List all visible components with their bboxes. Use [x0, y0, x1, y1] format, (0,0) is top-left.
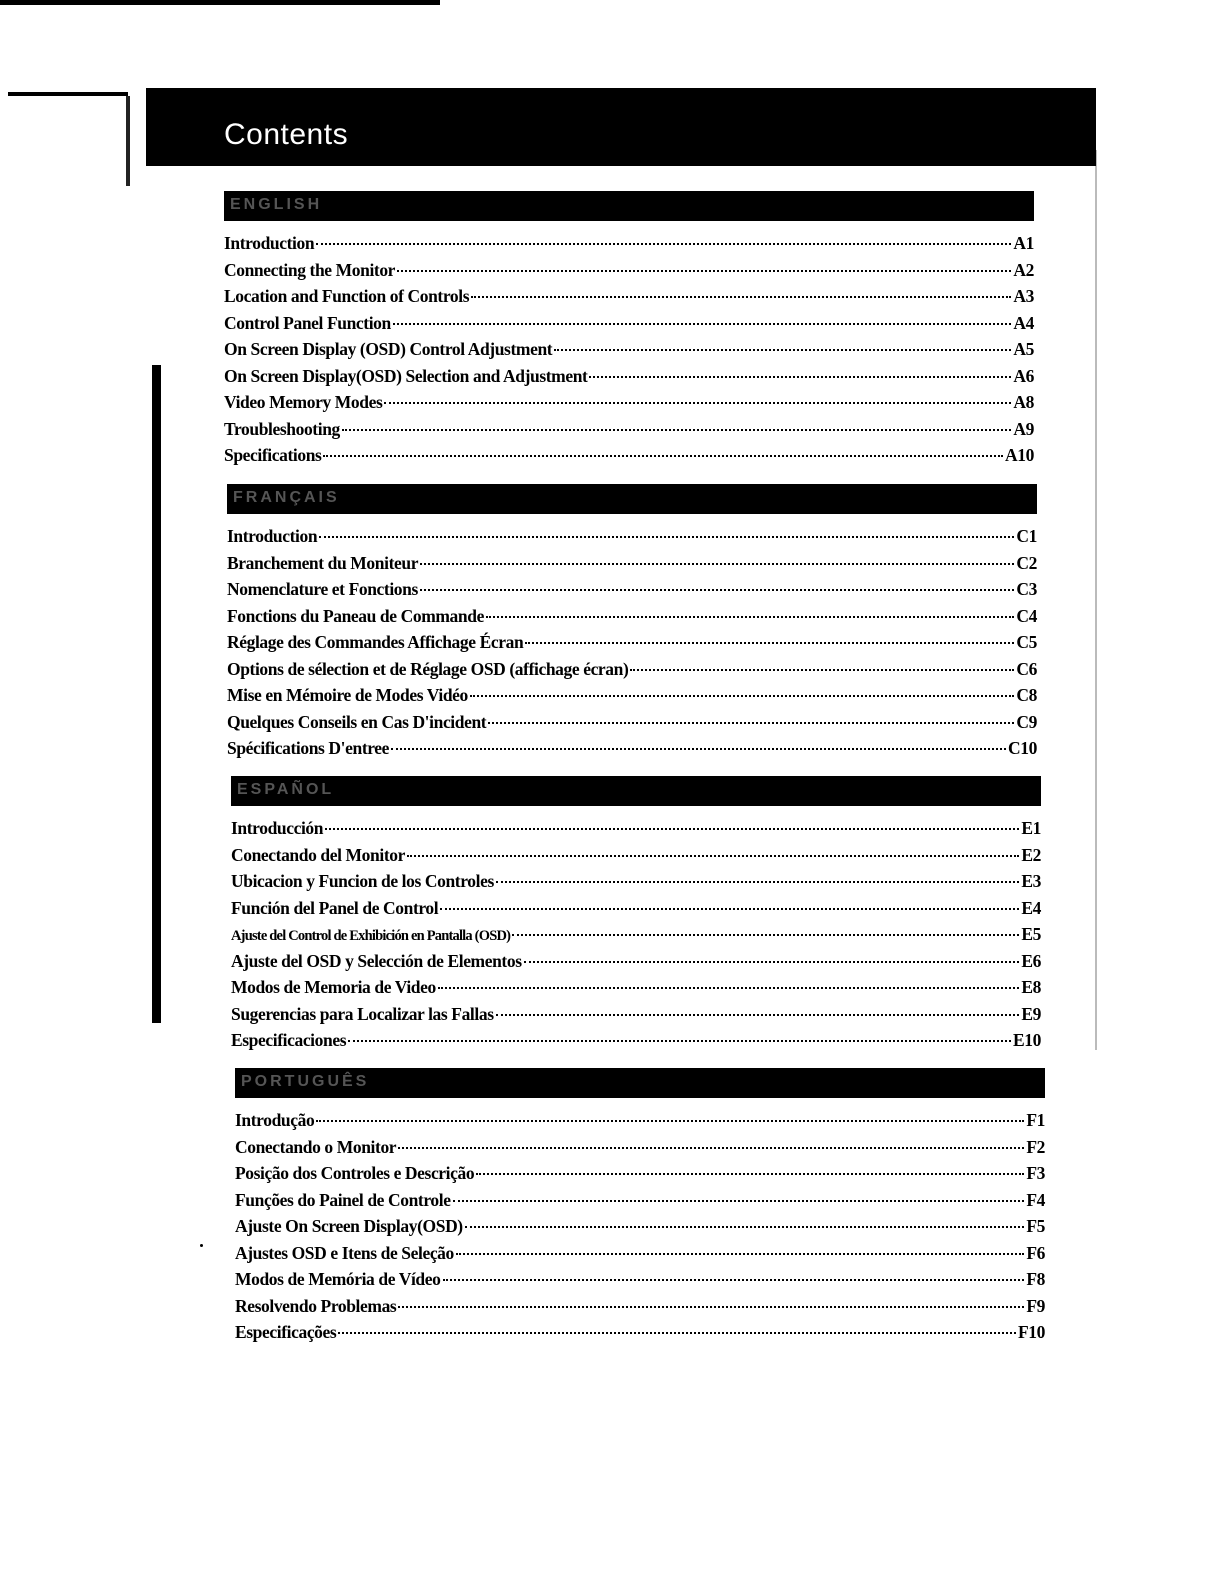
dot-leader: [443, 1279, 1025, 1281]
toc-entry-label: Branchement du Moniteur: [227, 552, 419, 573]
dot-leader: [589, 376, 1011, 378]
toc-entry-page: F4: [1026, 1189, 1045, 1210]
page-title: Contents: [224, 118, 349, 151]
dot-leader: [319, 536, 1014, 538]
binding-rule: [8, 92, 128, 96]
toc-entry: [224, 339, 1034, 366]
toc-entry-label: Fonctions du Paneau de Commande: [227, 605, 484, 626]
toc-entry-label: Especificaciones: [231, 1030, 347, 1050]
toc-entry: [224, 286, 1034, 313]
dot-leader: [496, 881, 1020, 883]
toc-entry-page: E6: [1021, 950, 1041, 971]
toc-entry-page: F2: [1026, 1136, 1045, 1157]
toc-entry-label: Función del Panel de Control: [231, 897, 439, 918]
section-english: [224, 191, 1034, 472]
toc-entry-label: Introduction: [227, 526, 318, 546]
toc-entry-page: C2: [1016, 552, 1037, 573]
toc-entry-label: Options de sélection et de Réglage OSD (affichage écran): [227, 658, 629, 679]
section-heading-bar: [224, 191, 1034, 221]
toc-entry: [235, 1110, 1045, 1137]
toc-entry-page: C8: [1016, 685, 1037, 705]
toc-entry: [231, 1004, 1041, 1031]
toc-entry: [227, 606, 1037, 633]
toc-entry: [227, 685, 1037, 712]
toc-entry: [227, 553, 1037, 580]
dot-leader: [391, 748, 1006, 750]
toc-entry: [227, 579, 1037, 606]
toc-entry-label: Especificações: [235, 1322, 337, 1342]
dot-leader: [470, 695, 1015, 697]
toc-entry: [235, 1190, 1045, 1217]
toc-entry-page: F6: [1026, 1242, 1045, 1263]
toc-entry-label: Resolvendo Problemas: [235, 1295, 397, 1316]
toc-entry-page: C4: [1016, 605, 1037, 626]
section-heading: ESPAÑOL: [237, 781, 335, 798]
section-francais: [227, 484, 1037, 765]
toc-entry-page: C3: [1016, 579, 1037, 599]
dot-leader: [420, 589, 1015, 591]
dot-leader: [316, 1120, 1024, 1122]
toc-entry-page: E1: [1021, 818, 1041, 838]
toc-entry-page: C9: [1016, 711, 1037, 732]
toc-entry: [231, 898, 1041, 925]
toc-entry-page: E10: [1013, 1030, 1041, 1050]
toc-entry: [224, 233, 1034, 260]
toc-entry-page: E2: [1021, 844, 1041, 865]
toc-entry-page: F3: [1026, 1163, 1045, 1183]
toc-entry-page: A3: [1013, 286, 1034, 306]
toc-entry: [231, 871, 1041, 898]
toc-entry-page: E9: [1021, 1003, 1041, 1024]
toc-entry: [224, 260, 1034, 287]
toc-entry-label: Nomenclature et Fonctions: [227, 579, 418, 599]
toc-entry-label: Introduction: [224, 233, 315, 253]
dot-leader: [496, 1014, 1020, 1016]
dot-leader: [384, 402, 1011, 404]
toc-entry-label: On Screen Display(OSD) Selection and Adjustment: [224, 365, 588, 386]
toc-entry-label: Modos de Memória de Vídeo: [235, 1269, 441, 1289]
toc-entry-label: Ubicacion y Funcion de los Controles: [231, 871, 494, 891]
toc-entry-label: Conectando o Monitor: [235, 1136, 397, 1157]
toc-entry: [224, 313, 1034, 340]
toc-entry-page: F1: [1026, 1110, 1045, 1130]
toc-entry: [227, 738, 1037, 765]
toc-entry-label: Location and Function of Controls: [224, 286, 470, 306]
toc-entry-label: Connecting the Monitor: [224, 259, 396, 280]
dot-leader: [456, 1253, 1024, 1255]
toc-entry-label: Sugerencias para Localizar las Fallas: [231, 1003, 494, 1024]
section-heading-bar: [231, 776, 1041, 806]
section-heading: FRANÇAIS: [233, 489, 340, 506]
toc-entry-label: Ajuste del Control de Exhibición en Pantalla (OSD): [231, 928, 511, 944]
toc-list: [224, 233, 1034, 472]
toc-entry-label: Réglage des Commandes Affichage Écran: [227, 632, 524, 652]
dot-leader: [453, 1200, 1025, 1202]
page-right-edge: [1095, 150, 1097, 1050]
binding-tick: [126, 96, 130, 186]
toc-entry-page: C5: [1016, 632, 1037, 652]
section-portugues: [235, 1068, 1045, 1349]
toc-entry-page: A10: [1005, 445, 1034, 465]
toc-entry-label: Specifications: [224, 445, 322, 465]
toc-entry-page: E5: [1021, 924, 1041, 944]
toc-entry-page: C6: [1016, 658, 1037, 679]
toc-entry: [224, 366, 1034, 393]
toc-entry: [235, 1137, 1045, 1164]
toc-entry-label: Video Memory Modes: [224, 392, 383, 412]
scan-edge-top: [0, 0, 440, 5]
dot-leader: [554, 349, 1011, 351]
section-heading: ENGLISH: [230, 196, 323, 213]
toc-entry-page: A1: [1013, 233, 1034, 253]
dot-leader: [438, 987, 1020, 989]
toc-entry-page: F9: [1026, 1295, 1045, 1316]
toc-list: [227, 526, 1037, 765]
toc-entry: [235, 1163, 1045, 1190]
toc-entry-page: F5: [1026, 1216, 1045, 1236]
toc-entry-page: F10: [1018, 1322, 1045, 1342]
toc-entry-label: Quelques Conseils en Cas D'incident: [227, 711, 487, 732]
toc-entry-page: E8: [1021, 977, 1041, 997]
dot-leader: [486, 616, 1014, 618]
dot-leader: [325, 828, 1019, 830]
toc-entry-label: Ajustes OSD e Itens de Seleção: [235, 1242, 454, 1263]
toc-entry: [235, 1216, 1045, 1243]
toc-entry: [227, 712, 1037, 739]
dot-leader: [398, 1147, 1024, 1149]
toc-entry-label: Funções do Painel de Controle: [235, 1189, 451, 1210]
toc-entry-page: A5: [1013, 339, 1034, 359]
scan-speck: [200, 1244, 203, 1247]
toc-entry-label: Control Panel Function: [224, 312, 391, 333]
toc-entry-label: On Screen Display (OSD) Control Adjustment: [224, 339, 553, 359]
dot-leader: [471, 296, 1011, 298]
toc-entry-label: Spécifications D'entree: [227, 738, 390, 758]
dot-leader: [398, 1306, 1024, 1308]
dot-leader: [338, 1332, 1016, 1334]
toc-entry: [235, 1296, 1045, 1323]
toc-entry-label: Ajuste del OSD y Selección de Elementos: [231, 950, 522, 971]
dot-leader: [316, 243, 1011, 245]
toc-entry: [227, 632, 1037, 659]
toc-entry-label: Modos de Memoria de Video: [231, 977, 436, 997]
dot-leader: [465, 1226, 1025, 1228]
dot-leader: [524, 961, 1020, 963]
toc-entry: [231, 977, 1041, 1004]
toc-entry: [235, 1322, 1045, 1349]
toc-entry-page: A6: [1013, 365, 1034, 386]
toc-list: [231, 818, 1041, 1057]
dot-leader: [397, 270, 1011, 272]
toc-entry: [231, 845, 1041, 872]
toc-entry: [231, 924, 1041, 951]
dot-leader: [630, 669, 1014, 671]
dot-leader: [342, 429, 1012, 431]
dot-leader: [407, 855, 1019, 857]
toc-entry: [231, 818, 1041, 845]
dot-leader: [420, 563, 1014, 565]
toc-entry-page: A4: [1013, 312, 1034, 333]
dot-leader: [393, 323, 1012, 325]
toc-entry-label: Conectando del Monitor: [231, 844, 405, 865]
toc-entry-page: A8: [1013, 392, 1034, 412]
toc-entry-page: C10: [1008, 738, 1037, 758]
toc-entry-page: F8: [1026, 1269, 1045, 1289]
toc-entry-label: Mise en Mémoire de Modes Vidéo: [227, 685, 468, 705]
toc-entry: [231, 951, 1041, 978]
toc-entry: [231, 1030, 1041, 1057]
toc-entry: [227, 659, 1037, 686]
section-heading-bar: [235, 1068, 1045, 1098]
toc-entry-page: A2: [1013, 259, 1034, 280]
section-espanol: [231, 776, 1041, 1057]
toc-entry-label: Introdução: [235, 1110, 315, 1130]
toc-entry: [227, 526, 1037, 553]
toc-entry-page: E3: [1021, 871, 1041, 891]
dot-leader: [348, 1040, 1011, 1042]
toc-list: [235, 1110, 1045, 1349]
toc-entry: [235, 1269, 1045, 1296]
dot-leader: [323, 455, 1003, 457]
section-heading: PORTUGUÊS: [241, 1073, 370, 1090]
toc-entry: [235, 1243, 1045, 1270]
section-heading-bar: [227, 484, 1037, 514]
dot-leader: [488, 722, 1014, 724]
page-side-bar: [152, 365, 161, 1023]
dot-leader: [512, 934, 1019, 936]
toc-entry-label: Introducción: [231, 818, 324, 838]
toc-entry-label: Posição dos Controles e Descrição: [235, 1163, 475, 1183]
toc-entry: [224, 419, 1034, 446]
toc-entry-page: C1: [1016, 526, 1037, 546]
dot-leader: [476, 1173, 1024, 1175]
contents-header: [146, 88, 1096, 166]
toc-entry-page: A9: [1013, 418, 1034, 439]
toc-entry-label: Ajuste On Screen Display(OSD): [235, 1216, 463, 1236]
toc-entry: [224, 392, 1034, 419]
toc-entry-page: E4: [1021, 897, 1041, 918]
dot-leader: [440, 908, 1019, 910]
toc-entry-label: Troubleshooting: [224, 418, 340, 439]
dot-leader: [525, 642, 1014, 644]
toc-entry: [224, 445, 1034, 472]
